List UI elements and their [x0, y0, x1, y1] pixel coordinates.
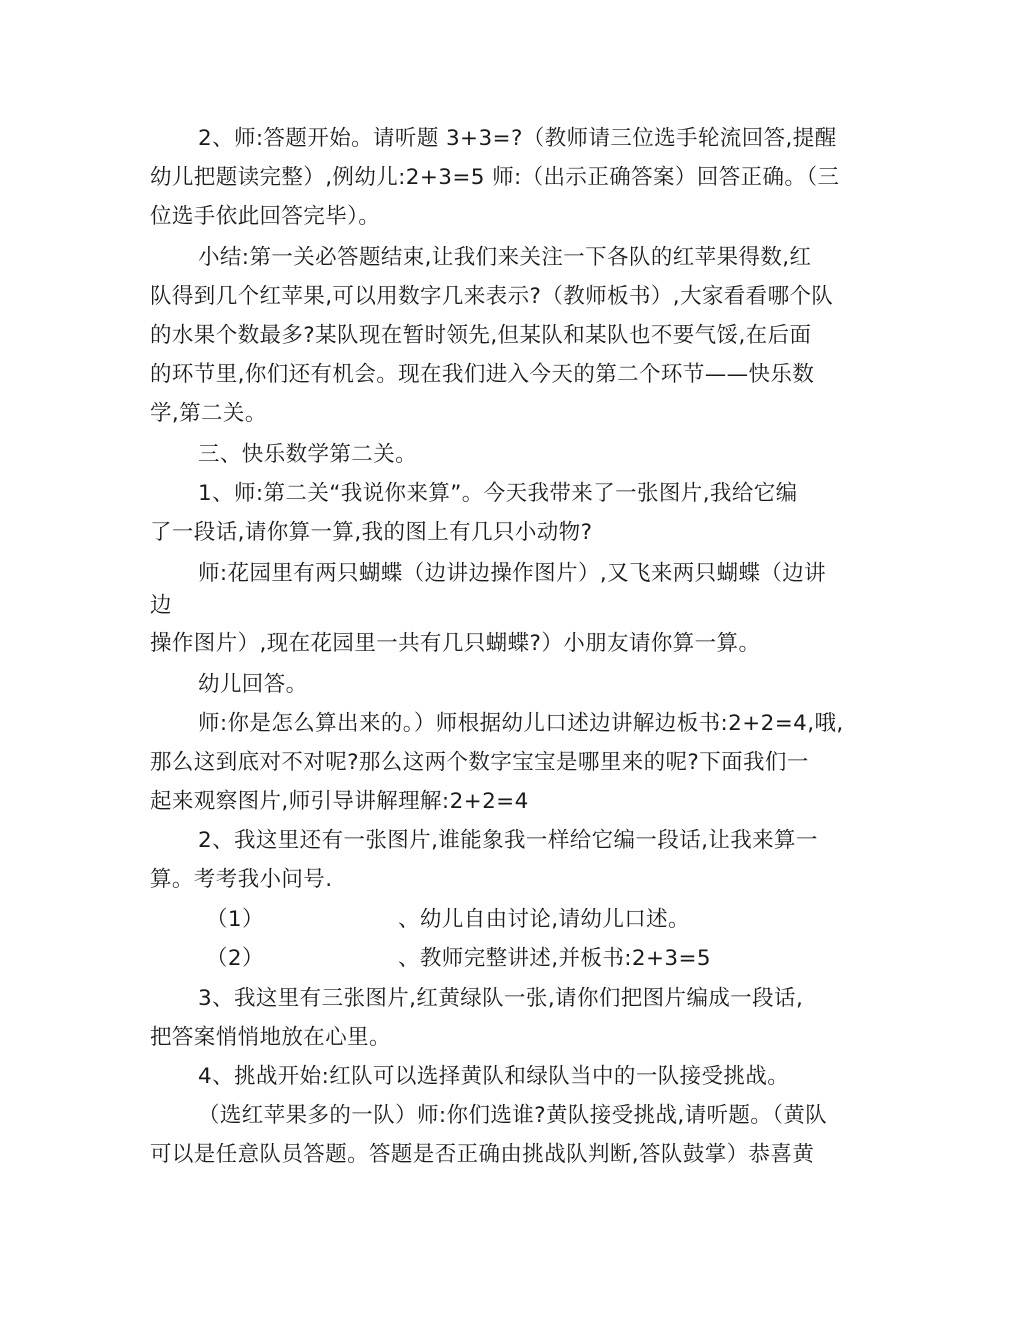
text-line: 2、师:答题开始。请听题 3+3=?（教师请三位选手轮流回答,提醒 [198, 126, 837, 151]
text-line: 位选手依此回答完毕）。 [150, 204, 381, 229]
text-line: 幼儿回答。 [198, 672, 308, 697]
text-line: 可以是任意队员答题。答题是否正确由挑战队判断,答队鼓掌）恭喜黄 [150, 1142, 815, 1167]
text-line: 幼儿把题读完整）,例幼儿:2+3=5 师:（出示正确答案）回答正确。（三 [150, 165, 840, 190]
text-line: 1、师:第二关“我说你来算”。今天我带来了一张图片,我给它编 [198, 481, 798, 506]
text-line: 把答案悄悄地放在心里。 [150, 1025, 391, 1050]
text-line: 2、我这里还有一张图片,谁能象我一样给它编一段话,让我来算一 [198, 828, 818, 853]
section-heading: 三、快乐数学第二关。 [198, 442, 418, 467]
text-line: 队得到几个红苹果,可以用数字几来表示?（教师板书）,大家看看哪个队 [150, 284, 834, 309]
text-line: 那么这到底对不对呢?那么这两个数字宝宝是哪里来的呢?下面我们一 [150, 750, 809, 775]
list-item-text: 、幼儿自由讨论,请幼儿口述。 [398, 907, 690, 932]
text-line: 的环节里,你们还有机会。现在我们进入今天的第二个环节——快乐数 [150, 362, 815, 387]
list-item-number: （2） [206, 946, 264, 971]
text-line: 学,第二关。 [150, 401, 267, 426]
text-line: 边 [150, 593, 172, 618]
text-line: 操作图片）,现在花园里一共有几只蝴蝶?）小朋友请你算一算。 [150, 631, 761, 656]
text-line: 小结:第一关必答题结束,让我们来关注一下各队的红苹果得数,红 [198, 245, 812, 270]
text-line: 算。考考我小问号. [150, 867, 333, 892]
text-line: 4、挑战开始:红队可以选择黄队和绿队当中的一队接受挑战。 [198, 1064, 790, 1089]
text-line: （选红苹果多的一队）师:你们选谁?黄队接受挑战,请听题。（黄队 [198, 1103, 828, 1128]
text-line: 3、我这里有三张图片,红黄绿队一张,请你们把图片编成一段话, [198, 986, 804, 1011]
text-line: 了一段话,请你算一算,我的图上有几只小动物? [150, 520, 593, 545]
list-item-number: （1） [206, 907, 264, 932]
text-line: 师:你是怎么算出来的。）师根据幼儿口述边讲解边板书:2+2=4,哦, [198, 711, 844, 736]
list-item-text: 、教师完整讲述,并板书:2+3=5 [398, 946, 711, 971]
text-line: 的水果个数最多?某队现在暂时领先,但某队和某队也不要气馁,在后面 [150, 323, 812, 348]
text-line: 起来观察图片,师引导讲解理解:2+2=4 [150, 789, 529, 814]
text-line: 师:花园里有两只蝴蝶（边讲边操作图片）,又飞来两只蝴蝶（边讲 [198, 561, 827, 586]
